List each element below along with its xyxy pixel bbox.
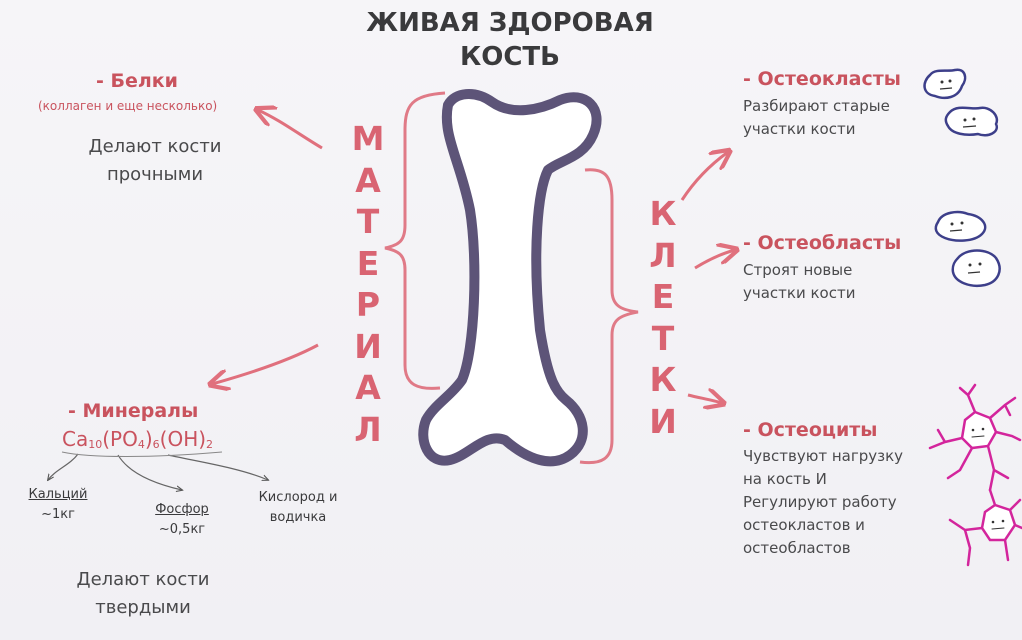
osteoclasts-desc-line: участки кости (743, 120, 856, 138)
cells-vertical-label (643, 193, 683, 442)
material-brace (385, 93, 445, 388)
arrow-to-osteoblasts (695, 250, 735, 268)
material-letter: Р (355, 285, 381, 324)
proteins-desc-line: прочными (106, 164, 204, 185)
osteoblasts-description (743, 259, 855, 305)
title-line-1: ЖИВАЯ ЗДОРОВАЯ (366, 8, 654, 38)
title-line-2: КОСТЬ (460, 42, 560, 72)
formula-oh: (OH) (159, 427, 207, 451)
osteocytes-heading: - Остеоциты (743, 419, 878, 441)
page-title (300, 6, 720, 74)
material-letter: А (355, 160, 381, 200)
phosphorus-label (142, 500, 222, 540)
osteoclasts-desc-line: Разбирают старые (743, 97, 890, 115)
formula-underline (62, 452, 222, 457)
minerals-description (28, 566, 258, 622)
arrow-to-osteocytes (688, 395, 722, 403)
calcium-amount: ~1кг (41, 507, 75, 522)
oxygen-line: Кислород и (258, 490, 338, 505)
osteoblasts-heading: - Остеобласты (743, 232, 902, 254)
osteocytes-desc-line: Чувствуют нагрузку (743, 447, 904, 465)
osteoclast-cell-icon (946, 108, 997, 136)
osteocytes-description (743, 445, 903, 560)
minerals-desc-line: твердыми (95, 597, 191, 618)
cells-letter: И (649, 401, 677, 441)
material-letter: Е (356, 243, 380, 283)
formula-oh-index: 2 (206, 438, 214, 451)
formula-ca-index: 10 (88, 438, 103, 451)
formula-o-index: 4 (137, 438, 145, 451)
formula-ca: Ca (62, 427, 89, 451)
oxygen-branch (168, 455, 268, 480)
cells-letter: К (649, 194, 677, 233)
arrow-to-minerals (212, 345, 318, 384)
proteins-heading: - Белки (96, 70, 178, 92)
cells-letter: Е (651, 277, 675, 316)
osteoclasts-description (743, 95, 890, 141)
oxygen-line: водичка (269, 510, 327, 525)
material-letter: И (354, 326, 382, 366)
phosphorus-branch (118, 455, 182, 490)
osteocyte-network-icon (930, 385, 1022, 565)
osteoblast-cell-icon (936, 212, 985, 241)
minerals-heading: - Минералы (68, 400, 199, 422)
calcium-branch (48, 454, 78, 480)
cells-letter: Т (651, 318, 675, 358)
osteoblast-cell-icon (953, 251, 1000, 286)
material-letter: А (355, 368, 381, 407)
material-letter: Л (354, 409, 382, 449)
cells-letter: Л (649, 235, 677, 275)
material-letter: Т (356, 202, 380, 241)
minerals-desc-line: Делают кости (76, 569, 210, 590)
proteins-note: (коллаген и еще несколько) (38, 99, 218, 113)
formula-close: ) (144, 427, 153, 451)
osteoblasts-desc-line: Строят новые (743, 261, 853, 279)
oxygen-label (245, 488, 351, 528)
bone-illustration (423, 94, 596, 461)
osteoclast-cell-icon (925, 70, 966, 98)
material-vertical-label (348, 118, 388, 450)
osteocytes-desc-line: на кость И (743, 470, 827, 488)
proteins-desc-line: Делают кости (88, 136, 222, 157)
osteoclasts-heading: - Остеокласты (743, 68, 901, 90)
mineral-formula (62, 427, 213, 451)
cells-brace (580, 170, 638, 463)
calcium-label (18, 485, 98, 525)
cells-letter: К (649, 360, 677, 399)
calcium-name: Кальций (28, 487, 88, 502)
osteoblasts-desc-line: участки кости (743, 284, 856, 302)
arrow-to-osteoclasts (682, 152, 728, 200)
osteocytes-desc-line: Регулируют работу (743, 493, 897, 511)
phosphorus-amount: ~0,5кг (158, 522, 206, 537)
material-letter: М (351, 119, 385, 158)
formula-po-index: 6 (152, 438, 160, 451)
proteins-description (40, 133, 270, 189)
phosphorus-name: Фосфор (155, 502, 209, 517)
formula-po4: (PO (102, 427, 138, 451)
osteocytes-desc-line: остеобластов (743, 539, 851, 557)
osteocytes-desc-line: остеокластов и (743, 516, 865, 534)
